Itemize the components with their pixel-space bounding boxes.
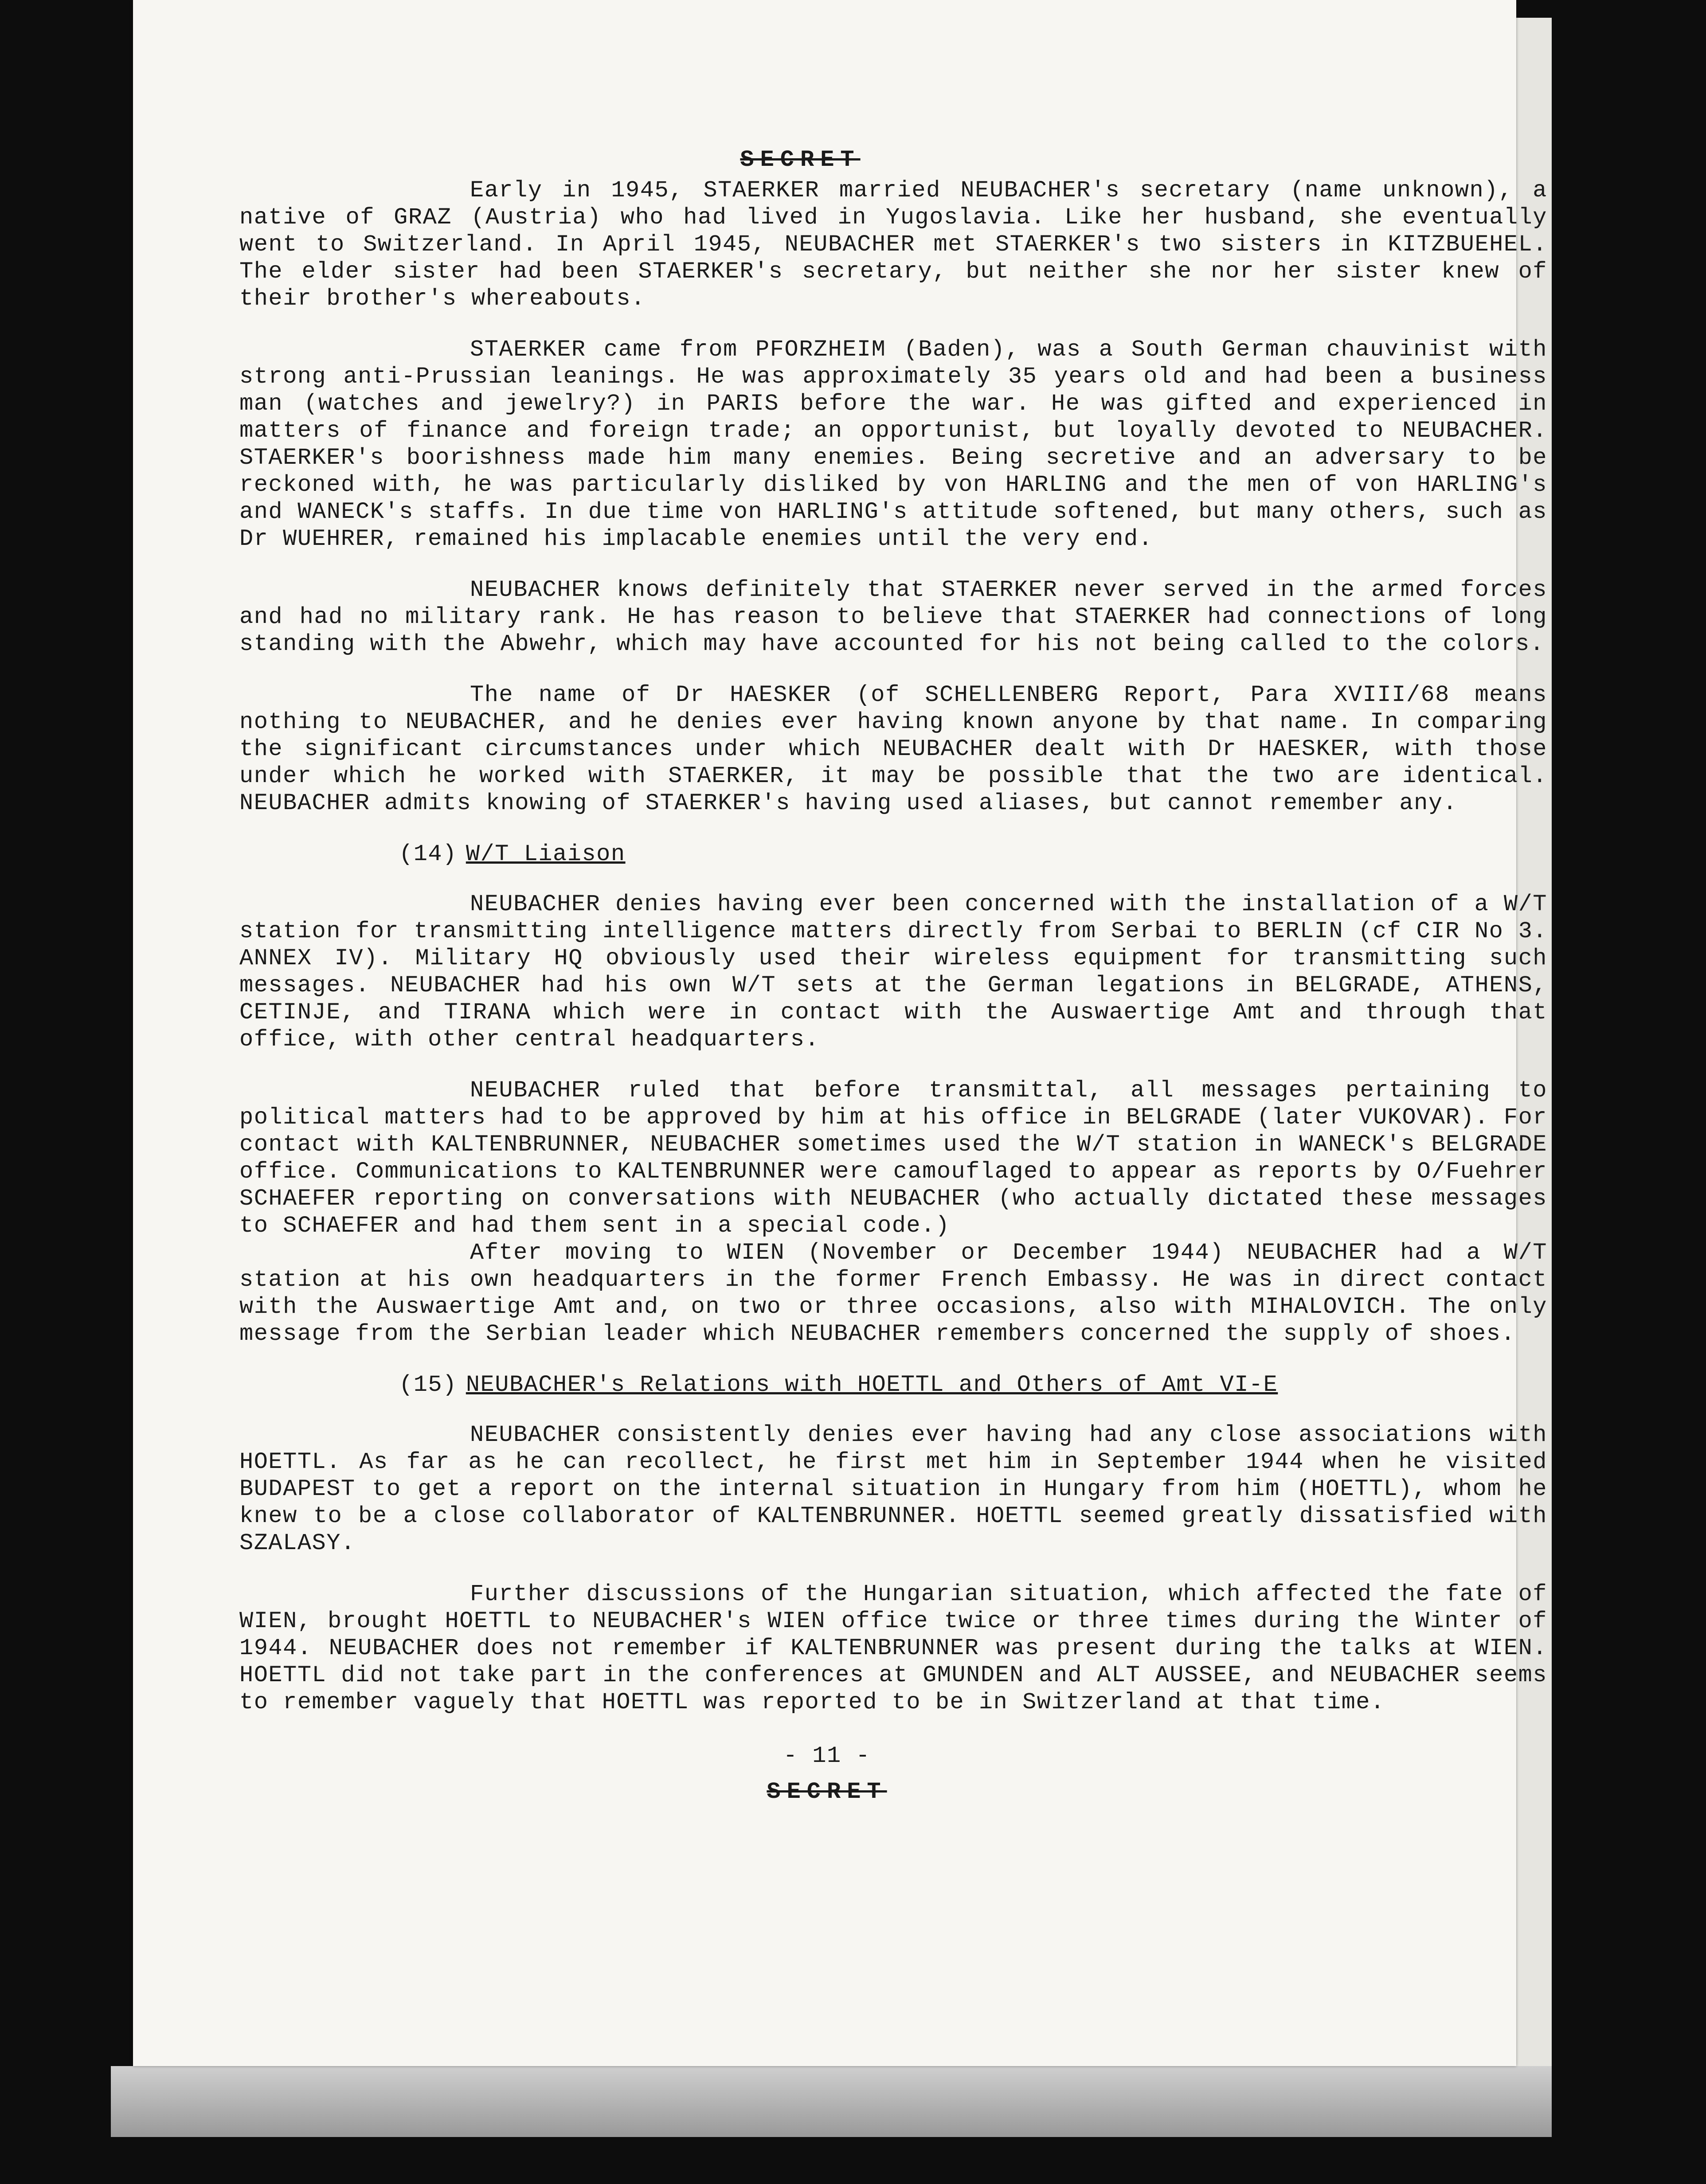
section-title: NEUBACHER's Relations with HOETTL and Others of Amt VI-E	[466, 1372, 1278, 1398]
body-paragraph: NEUBACHER knows definitely that STAERKER never served in the armed forces and had no military rank. He has reason to believe that STAERKER had connections of long standing with the Abwehr, which may have accounted for his not being called to the colors.	[239, 577, 1547, 657]
document-blocks	[239, 177, 1547, 1716]
classification-footer: SECRET	[767, 1779, 887, 1805]
section-number: (14)	[399, 841, 457, 867]
body-paragraph: STAERKER came from PFORZHEIM (Baden), was a South German chauvinist with strong anti-Prussian leanings. He was approximately 35 years old and had been a business man (watches and jewelry?) in PARIS before the war. He was gifted and experienced in matters of finance and foreign trade; an opportunist, but loyally devoted to NEUBACHER. STAERKER's boorishness made him many enemies. Being secretive and an adversary to be reckoned with, he was particularly disliked by von HARLING and the men of von HARLING's and WANECK's staffs. In due time von HARLING's attitude softened, but many others, such as Dr WUEHRER, remained his implacable enemies until the very end.	[239, 337, 1547, 552]
body-paragraph: Further discussions of the Hungarian situation, which affected the fate of WIEN, brought HOETTL to NEUBACHER's WIEN office twice or three times during the Winter of 1944. NEUBACHER does not remember if KALTENBRUNNER was present during the talks at WIEN. HOETTL did not take part in the conferences at GMUNDEN and ALT AUSSEE, and NEUBACHER seems to remember vaguely that HOETTL was reported to be in Switzerland at that time.	[239, 1581, 1547, 1715]
section-number: (15)	[399, 1372, 457, 1398]
section-heading	[399, 841, 1547, 868]
body-paragraph: The name of Dr HAESKER (of SCHELLENBERG Report, Para XVIII/68 means nothing to NEUBACHER, and he denies ever having known anyone by that name. In comparing the significant circumstances under which NEUBACHER dealt with Dr HAESKER, with those under which he worked with STAERKER, it may be possible that the two are identical. NEUBACHER admits knowing of STAERKER's having used aliases, but cannot remember any.	[239, 682, 1547, 816]
body-paragraph: NEUBACHER denies having ever been concerned with the installation of a W/T station for transmitting intelligence matters directly from Serbai to BERLIN (cf CIR No 3. ANNEX IV). Military HQ obviously used their wireless equipment for transmitting such messages. NEUBACHER had his own W/T sets at the German legations in BELGRADE, ATHENS, CETINJE, and TIRANA which were in contact with the Auswaertige Amt and through that office, with other central headquarters.	[239, 891, 1547, 1053]
page-number: - 11 -	[783, 1743, 871, 1769]
classification-header: SECRET	[740, 147, 861, 173]
section-title: W/T Liaison	[466, 841, 626, 867]
body-paragraph: Early in 1945, STAERKER married NEUBACHER's secretary (name unknown), a native of GRAZ (Austria) who had lived in Yugoslavia. Like her husband, she eventually went to Switzerland. In April 1945, NEUBACHER met STAERKER's two sisters in KITZBUEHEL. The elder sister had been STAERKER's secretary, but neither she nor her sister knew of their brother's whereabouts.	[239, 177, 1547, 312]
document-body	[239, 146, 1547, 1805]
body-paragraph: After moving to WIEN (November or December 1944) NEUBACHER had a W/T station at his own headquarters in the former French Embassy. He was in direct contact with the Auswaertige Amt and, on two or three occasions, also with MIHALOVICH. The only message from the Serbian leader which NEUBACHER remembers concerned the supply of shoes.	[239, 1240, 1547, 1347]
body-paragraph: NEUBACHER consistently denies ever having had any close associations with HOETTL. As far as he can recollect, he first met him in September 1944 when he visited BUDAPEST to get a report on the internal situation in Hungary from him (HOETTL), whom he knew to be a close collaborator of KALTENBRUNNER. HOETTL seemed greatly dissatisfied with SZALASY.	[239, 1422, 1547, 1556]
body-paragraph: NEUBACHER ruled that before transmittal, all messages pertaining to political matters had to be approved by him at his office in BELGRADE (later VUKOVAR). For contact with KALTENBRUNNER, NEUBACHER sometimes used the W/T station in WANECK's BELGRADE office. Communications to KALTENBRUNNER were camouflaged to appear as reports by O/Fuehrer SCHAEFER reporting on conversations with NEUBACHER (who actually dictated these messages to SCHAEFER and had them sent in a special code.)	[239, 1077, 1547, 1239]
underlying-sheet-strip	[111, 2066, 1552, 2137]
section-heading	[399, 1371, 1547, 1398]
